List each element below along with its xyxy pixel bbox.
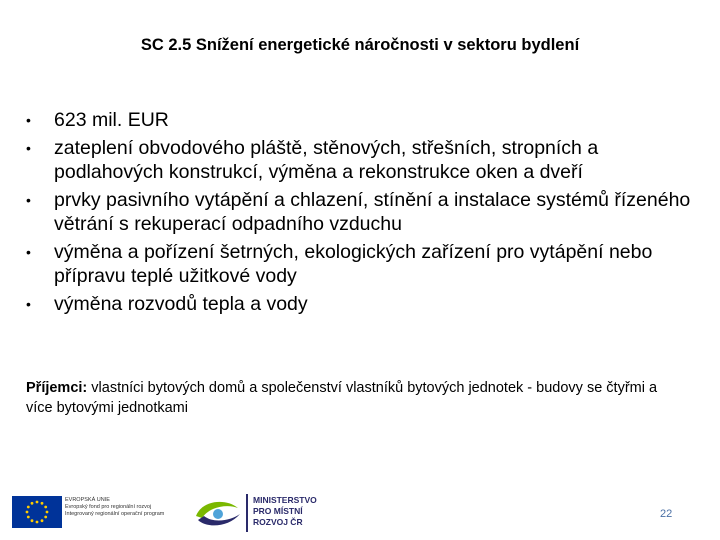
eu-flag-icon	[12, 496, 62, 528]
ministry-logo-icon	[192, 494, 244, 530]
recipients-text: vlastníci bytových domů a společenství vlastníků bytových jednotek - budovy se čtyřmi a více bytovými jednotkami	[26, 380, 658, 416]
bullet-item	[26, 188, 696, 236]
page-number: 22	[660, 508, 673, 520]
ministry-line: ROZVOJ ČR	[253, 517, 303, 527]
bullet-item	[26, 240, 696, 288]
bullet-item	[26, 108, 696, 132]
bullet-text: 623 mil. EUR	[54, 109, 169, 131]
bullet-text: prvky pasivního vytápění a chlazení, stínění a instalace systémů řízeného větrání s rekuperací odpadního vzduchu	[54, 189, 691, 235]
ministry-logo-text	[253, 495, 343, 528]
eu-logo-text	[65, 497, 185, 518]
ministry-line: PRO MÍSTNÍ	[253, 506, 303, 516]
eu-line: EVROPSKÁ UNIE	[65, 497, 110, 503]
eu-line: Integrovaný regionální operační program	[65, 511, 165, 517]
bullet-text: výměna rozvodů tepla a vody	[54, 293, 308, 315]
eu-line: Evropský fond pro regionální rozvoj	[65, 504, 152, 510]
bullet-item	[26, 292, 696, 316]
bullet-marker: •	[26, 112, 31, 128]
bullet-list	[26, 108, 696, 320]
bullet-marker: •	[26, 140, 31, 156]
bullet-marker: •	[26, 244, 31, 260]
bullet-marker: •	[26, 296, 31, 312]
ministry-line: MINISTERSTVO	[253, 495, 317, 505]
recipients-paragraph	[26, 378, 686, 418]
bullet-marker: •	[26, 192, 31, 208]
slide-title: SC 2.5 Snížení energetické náročnosti v sektoru bydlení	[140, 36, 580, 54]
recipients-label: Příjemci:	[26, 380, 88, 396]
bullet-item	[26, 136, 696, 184]
ministry-logo-divider	[246, 494, 248, 532]
bullet-text: výměna a pořízení šetrných, ekologických zařízení pro vytápění nebo přípravu teplé užitkové vody	[54, 241, 653, 287]
bullet-text: zateplení obvodového pláště, stěnových, střešních, stropních a podlahových konstrukcí, výměna a rekonstrukce oken a dveří	[54, 137, 599, 183]
